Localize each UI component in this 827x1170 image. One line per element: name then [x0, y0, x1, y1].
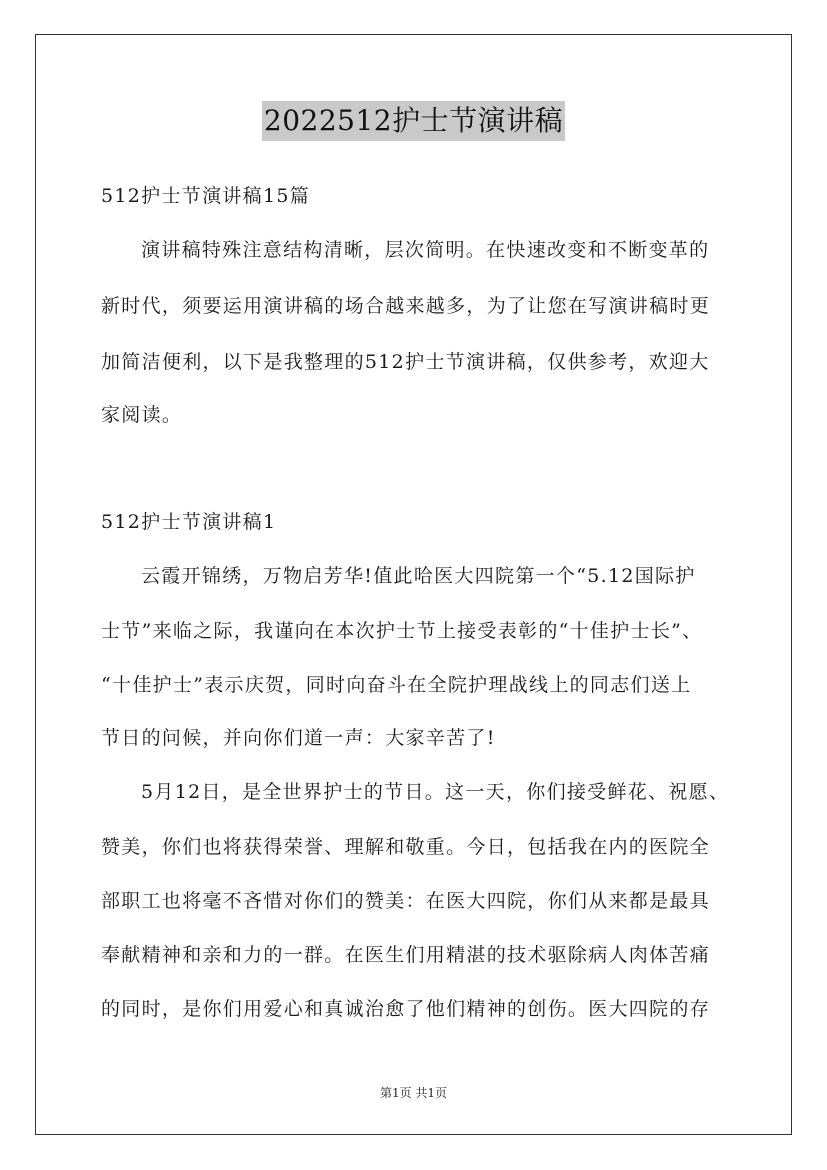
- paragraph-line: 奉献精神和亲和力的一群。在医生们用精湛的技术驱除病人肉体苦痛: [101, 944, 711, 966]
- subtitle: 512护士节演讲稿15篇: [101, 185, 311, 207]
- title-container: [0, 101, 827, 141]
- intro-line: 家阅读。: [101, 404, 183, 426]
- section-heading: 512护士节演讲稿1: [101, 511, 277, 533]
- intro-line: 新时代，须要运用演讲稿的场合越来越多，为了让您在写演讲稿时更: [101, 295, 711, 317]
- page-number-footer: 第1页 共1页: [379, 1086, 448, 1100]
- paragraph-line: 云霞开锦绣，万物启芳华!值此哈医大四院第一个“5.12国际护: [141, 565, 696, 587]
- document-title: 2022512护士节演讲稿: [262, 101, 565, 141]
- intro-line: 加简洁便利，以下是我整理的512护士节演讲稿，仅供参考，欢迎大: [101, 351, 710, 373]
- intro-line: 演讲稿特殊注意结构清晰，层次简明。在快速改变和不断变革的: [141, 239, 710, 261]
- paragraph-line: 5月12日，是全世界护士的节日。这一天，你们接受鲜花、祝愿、: [141, 781, 730, 803]
- paragraph-line: 节日的问候，并向你们道一声：大家辛苦了!: [101, 727, 496, 749]
- paragraph-line: 的同时，是你们用爱心和真诚治愈了他们精神的创伤。医大四院的存: [101, 998, 711, 1020]
- paragraph-line: 部职工也将毫不吝惜对你们的赞美：在医大四院，你们从来都是最具: [101, 890, 711, 912]
- paragraph-line: 赞美，你们也将获得荣誉、理解和敬重。今日，包括我在内的医院全: [101, 836, 711, 858]
- paragraph-line: “十佳护士”表示庆贺，同时向奋斗在全院护理战线上的同志们送上: [101, 674, 692, 696]
- paragraph-line: 士节”来临之际，我谨向在本次护士节上接受表彰的“十佳护士长”、: [101, 620, 703, 642]
